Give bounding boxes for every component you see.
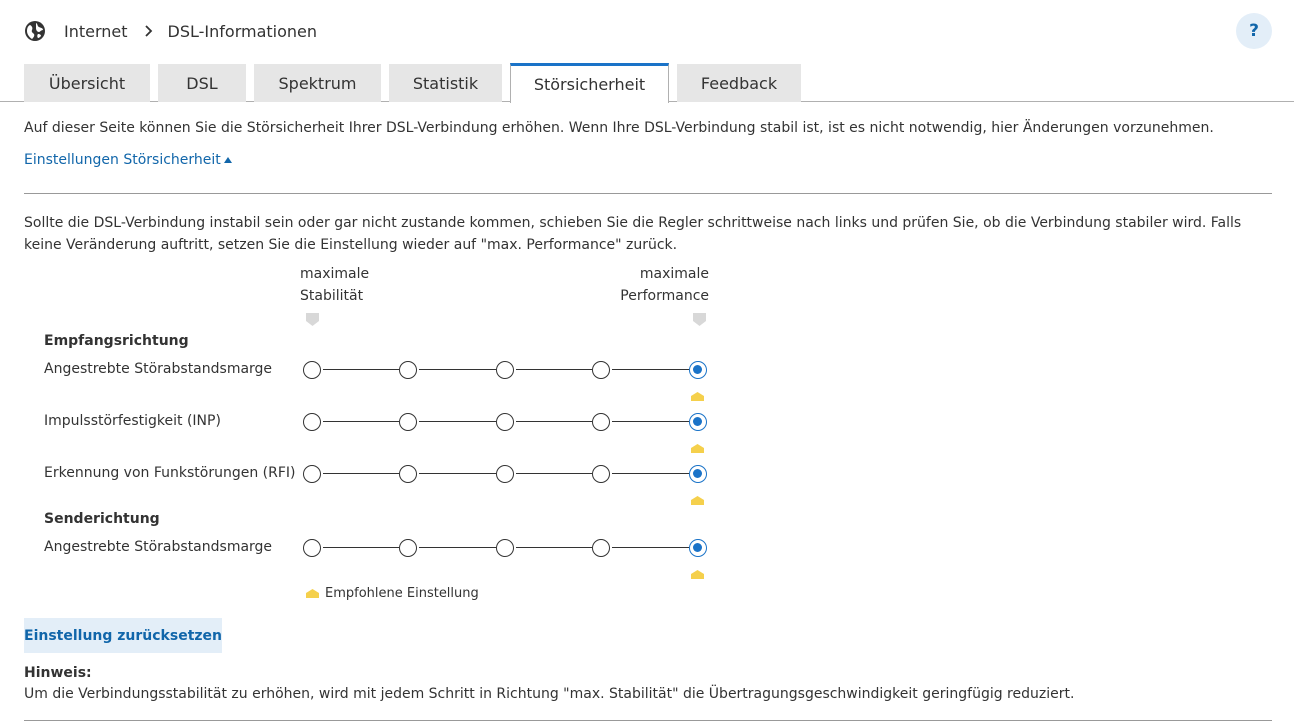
slider-label-inp: Impulsstörfestigkeit (INP) [44,413,221,429]
slider-step-4[interactable] [592,465,610,483]
tab-statistik[interactable]: Statistik [389,64,502,102]
tab-feedback[interactable]: Feedback [677,64,801,102]
chevron-right-icon [140,22,158,40]
slider-step-3[interactable] [496,539,514,557]
scale-right-pointer-icon [693,313,706,326]
slider-step-4[interactable] [592,413,610,431]
slider-step-3[interactable] [496,413,514,431]
tab-bar [0,63,1294,102]
divider [24,193,1272,194]
section-upstream: Senderichtung [44,511,160,527]
section-downstream: Empfangsrichtung [44,333,189,349]
scale-right-line1: maximale [639,266,709,282]
globe-icon [24,20,46,42]
scale-left-label [300,263,369,307]
slider-step-1[interactable] [303,465,321,483]
scale-left-pointer-icon [306,313,319,326]
slider-step-5[interactable] [689,539,707,557]
divider-bottom [24,720,1272,721]
reset-settings-button[interactable]: Einstellung zurücksetzen [24,618,222,653]
tab-stoersicherheit[interactable]: Störsicherheit [510,63,669,103]
slider-step-5[interactable] [689,413,707,431]
slider-step-2[interactable] [399,361,417,379]
settings-toggle-link[interactable] [24,152,232,168]
tab-spektrum[interactable]: Spektrum [254,64,381,102]
slider-step-2[interactable] [399,539,417,557]
scale-left-line2: Stabilität [300,288,364,304]
slider-label-snr-up: Angestrebte Störabstandsmarge [44,539,273,555]
help-button[interactable]: ? [1236,13,1272,49]
recommended-marker-icon [306,589,319,598]
slider-snr-up [303,539,707,557]
tab-dsl[interactable]: DSL [158,64,246,102]
recommended-marker-icon [691,570,704,579]
slider-step-3[interactable] [496,465,514,483]
scale-right-line2: Performance [620,288,709,304]
tab-uebersicht[interactable]: Übersicht [24,64,150,102]
slider-step-1[interactable] [303,361,321,379]
intro-text: Auf dieser Seite können Sie die Störsicherheit Ihrer DSL-Verbindung erhöhen. Wenn Ihre DSL-Verbindung stabil ist, ist es nicht notwendig, hier Änderungen vorzunehmen. [24,120,1214,136]
slider-step-4[interactable] [592,361,610,379]
slider-label-rfi: Erkennung von Funkstörungen (RFI) [44,465,296,481]
breadcrumb-item-dsl-informationen: DSL-Informationen [167,21,318,41]
triangle-up-icon [224,157,232,163]
breadcrumb-item-internet[interactable]: Internet [64,21,128,41]
legend [306,586,479,601]
slider-step-2[interactable] [399,465,417,483]
slider-label-snr-down: Angestrebte Störabstandsmarge [44,361,273,377]
hint-text: Um die Verbindungsstabilität zu erhöhen, wird mit jedem Schritt in Richtung "max. Stabilität" die Übertragungsgeschwindigkeit geringfügig reduziert. [24,686,1075,702]
slider-step-5[interactable] [689,465,707,483]
settings-toggle-label: Einstellungen Störsicherheit [24,152,221,168]
slider-step-3[interactable] [496,361,514,379]
description-text: Sollte die DSL-Verbindung instabil sein oder gar nicht zustande kommen, schieben Sie die Regler schrittweise nach links und prüfen Sie, ob die Verbindung stabiler wird. Falls keine Veränderung auftritt, setzen Sie die Einstellung wieder auf "max. Performance" zurück. [24,215,1242,253]
slider-inp [303,413,707,431]
slider-step-1[interactable] [303,413,321,431]
slider-step-1[interactable] [303,539,321,557]
recommended-marker-icon [691,444,704,453]
recommended-marker-icon [691,392,704,401]
breadcrumb [24,18,317,44]
slider-step-2[interactable] [399,413,417,431]
slider-snr-down [303,361,707,379]
slider-rfi [303,465,707,483]
legend-label: Empfohlene Einstellung [325,586,479,601]
hint-title: Hinweis: [24,665,92,681]
slider-step-4[interactable] [592,539,610,557]
slider-step-5[interactable] [689,361,707,379]
scale-left-line1: maximale [300,266,370,282]
scale-right-label [620,263,709,307]
recommended-marker-icon [691,496,704,505]
